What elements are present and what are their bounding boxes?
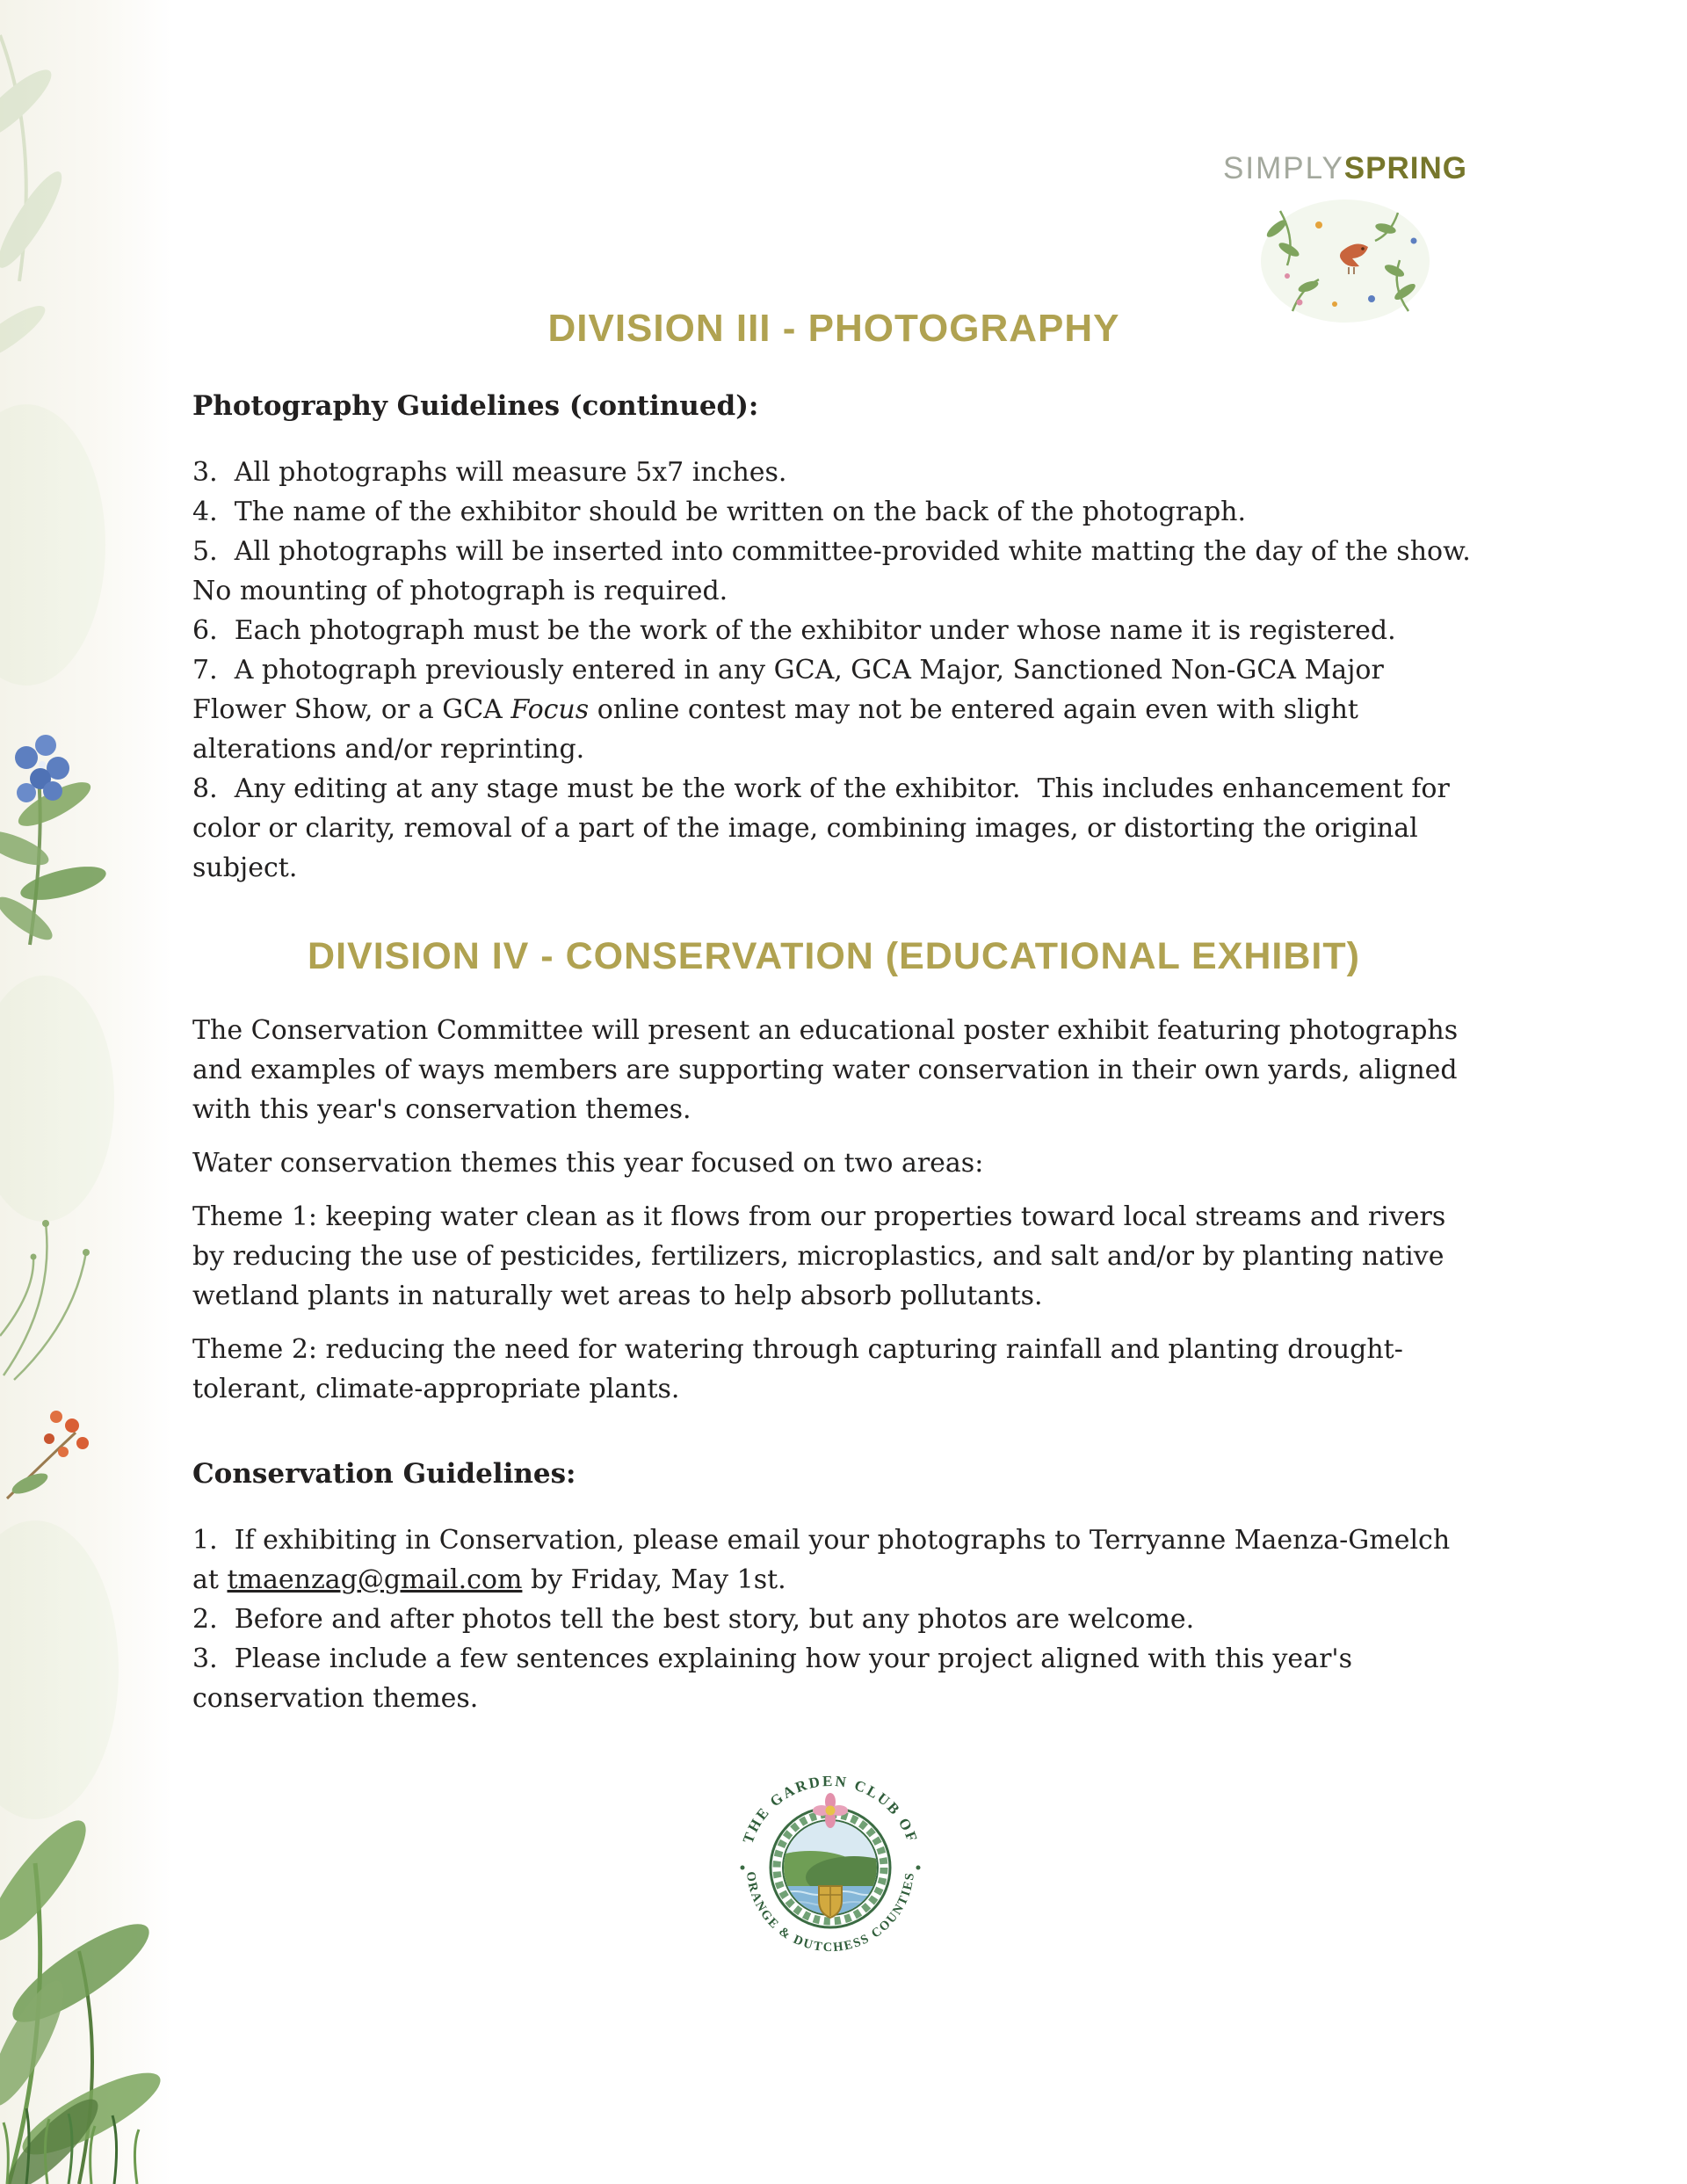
- item-text-post: by Friday, May 1st.: [522, 1564, 786, 1595]
- botanical-border: [0, 0, 172, 2184]
- paragraph-themes-intro: Water conservation themes this year focused on two areas:: [192, 1148, 984, 1179]
- guideline-item-7: [192, 650, 1475, 769]
- seal-left-dot: [741, 1866, 745, 1870]
- division4-title: DIVISION IV - CONSERVATION (EDUCATIONAL EXHIBIT): [308, 935, 1360, 977]
- wispy-stems: [0, 1223, 86, 1380]
- seal-top-text: THE GARDEN CLUB OF: [739, 1772, 922, 1846]
- item-text-pre: 1. If exhibiting in Conservation, please email your photographs to Terryanne Maenza-Gmelch at: [192, 1525, 1459, 1595]
- paragraph-conservation-intro: The Conservation Committee will present an educational poster exhibit featuring photographs and examples of ways members are supporting water conservation in their own yards, aligned with this year's conservation themes.: [192, 1015, 1466, 1125]
- bottom-leaves: [0, 1809, 170, 2184]
- document-body: [192, 0, 1488, 1718]
- seal-shield: [819, 1886, 842, 1918]
- garden-club-seal-art: [720, 1758, 940, 1977]
- email-link[interactable]: tmaenzag@gmail.com: [227, 1564, 523, 1595]
- conservation-item-3: 3. Please include a few sentences explaining how your project aligned with this year's conservation themes.: [192, 1643, 1361, 1714]
- botanical-border-art: [0, 0, 172, 2184]
- top-foliage: [0, 35, 71, 370]
- guideline-item-6: 6. Each photograph must be the work of the exhibitor under whose name it is registered.: [192, 615, 1396, 646]
- focus-italic: Focus: [510, 694, 590, 725]
- guideline-item-8: 8. Any editing at any stage must be the work of the exhibitor. This includes enhancement for color or clarity, removal of a part of the image, combining images, or distorting the original subject.: [192, 773, 1459, 883]
- stem-buds: [31, 1220, 91, 1260]
- brand-simply: SIMPLY: [1223, 151, 1344, 185]
- photography-guidelines-list: [192, 453, 1488, 888]
- item-text-post: online contest may not be entered again even with slight alterations and/or reprinting.: [192, 694, 1367, 765]
- conservation-item-1: [192, 1520, 1475, 1600]
- guideline-item-3: 3. All photographs will measure 5x7 inches.: [192, 457, 787, 488]
- guideline-item-4: 4. The name of the exhibitor should be written on the back of the photograph.: [192, 497, 1247, 527]
- blue-flower-cluster: [0, 735, 109, 947]
- photography-guidelines-subheading: Photography Guidelines (continued):: [192, 390, 759, 422]
- paragraph-theme-2: Theme 2: reducing the need for watering through capturing rainfall and planting drought-tolerant, climate-appropriate plants.: [192, 1334, 1403, 1404]
- garden-club-seal: [720, 1758, 940, 1981]
- conservation-guidelines-list: [192, 1520, 1475, 1718]
- paragraph-theme-1: Theme 1: keeping water clean as it flows from our properties toward local streams and rivers by reducing the use of pesticides, fertilizers, microplastics, and salt and/or by planting native wetland plants in naturally wet areas to help absorb pollutants.: [192, 1201, 1454, 1311]
- conservation-guidelines-subheading: Conservation Guidelines:: [192, 1458, 576, 1490]
- guideline-item-5: 5. All photographs will be inserted into committee-provided white matting the day of the show. No mounting of photograph is required.: [192, 536, 1488, 606]
- brand-spring: SPRING: [1343, 151, 1467, 185]
- seal-bottom-text: ORANGE & DUTCHESS COUNTIES: [742, 1870, 917, 1955]
- watercolor-wash: [0, 404, 119, 1819]
- conservation-item-2: 2. Before and after photos tell the best story, but any photos are welcome.: [192, 1604, 1195, 1635]
- seal-right-dot: [916, 1866, 921, 1870]
- item-text-pre: 7. A photograph previously entered in any GCA, GCA Major, Sanctioned Non-GCA Major Flower Show, or a GCA: [192, 655, 1393, 725]
- division3-title: DIVISION III - PHOTOGRAPHY: [547, 307, 1120, 350]
- conservation-intro: [192, 1011, 1475, 1409]
- orange-berry-sprig: [7, 1411, 89, 1498]
